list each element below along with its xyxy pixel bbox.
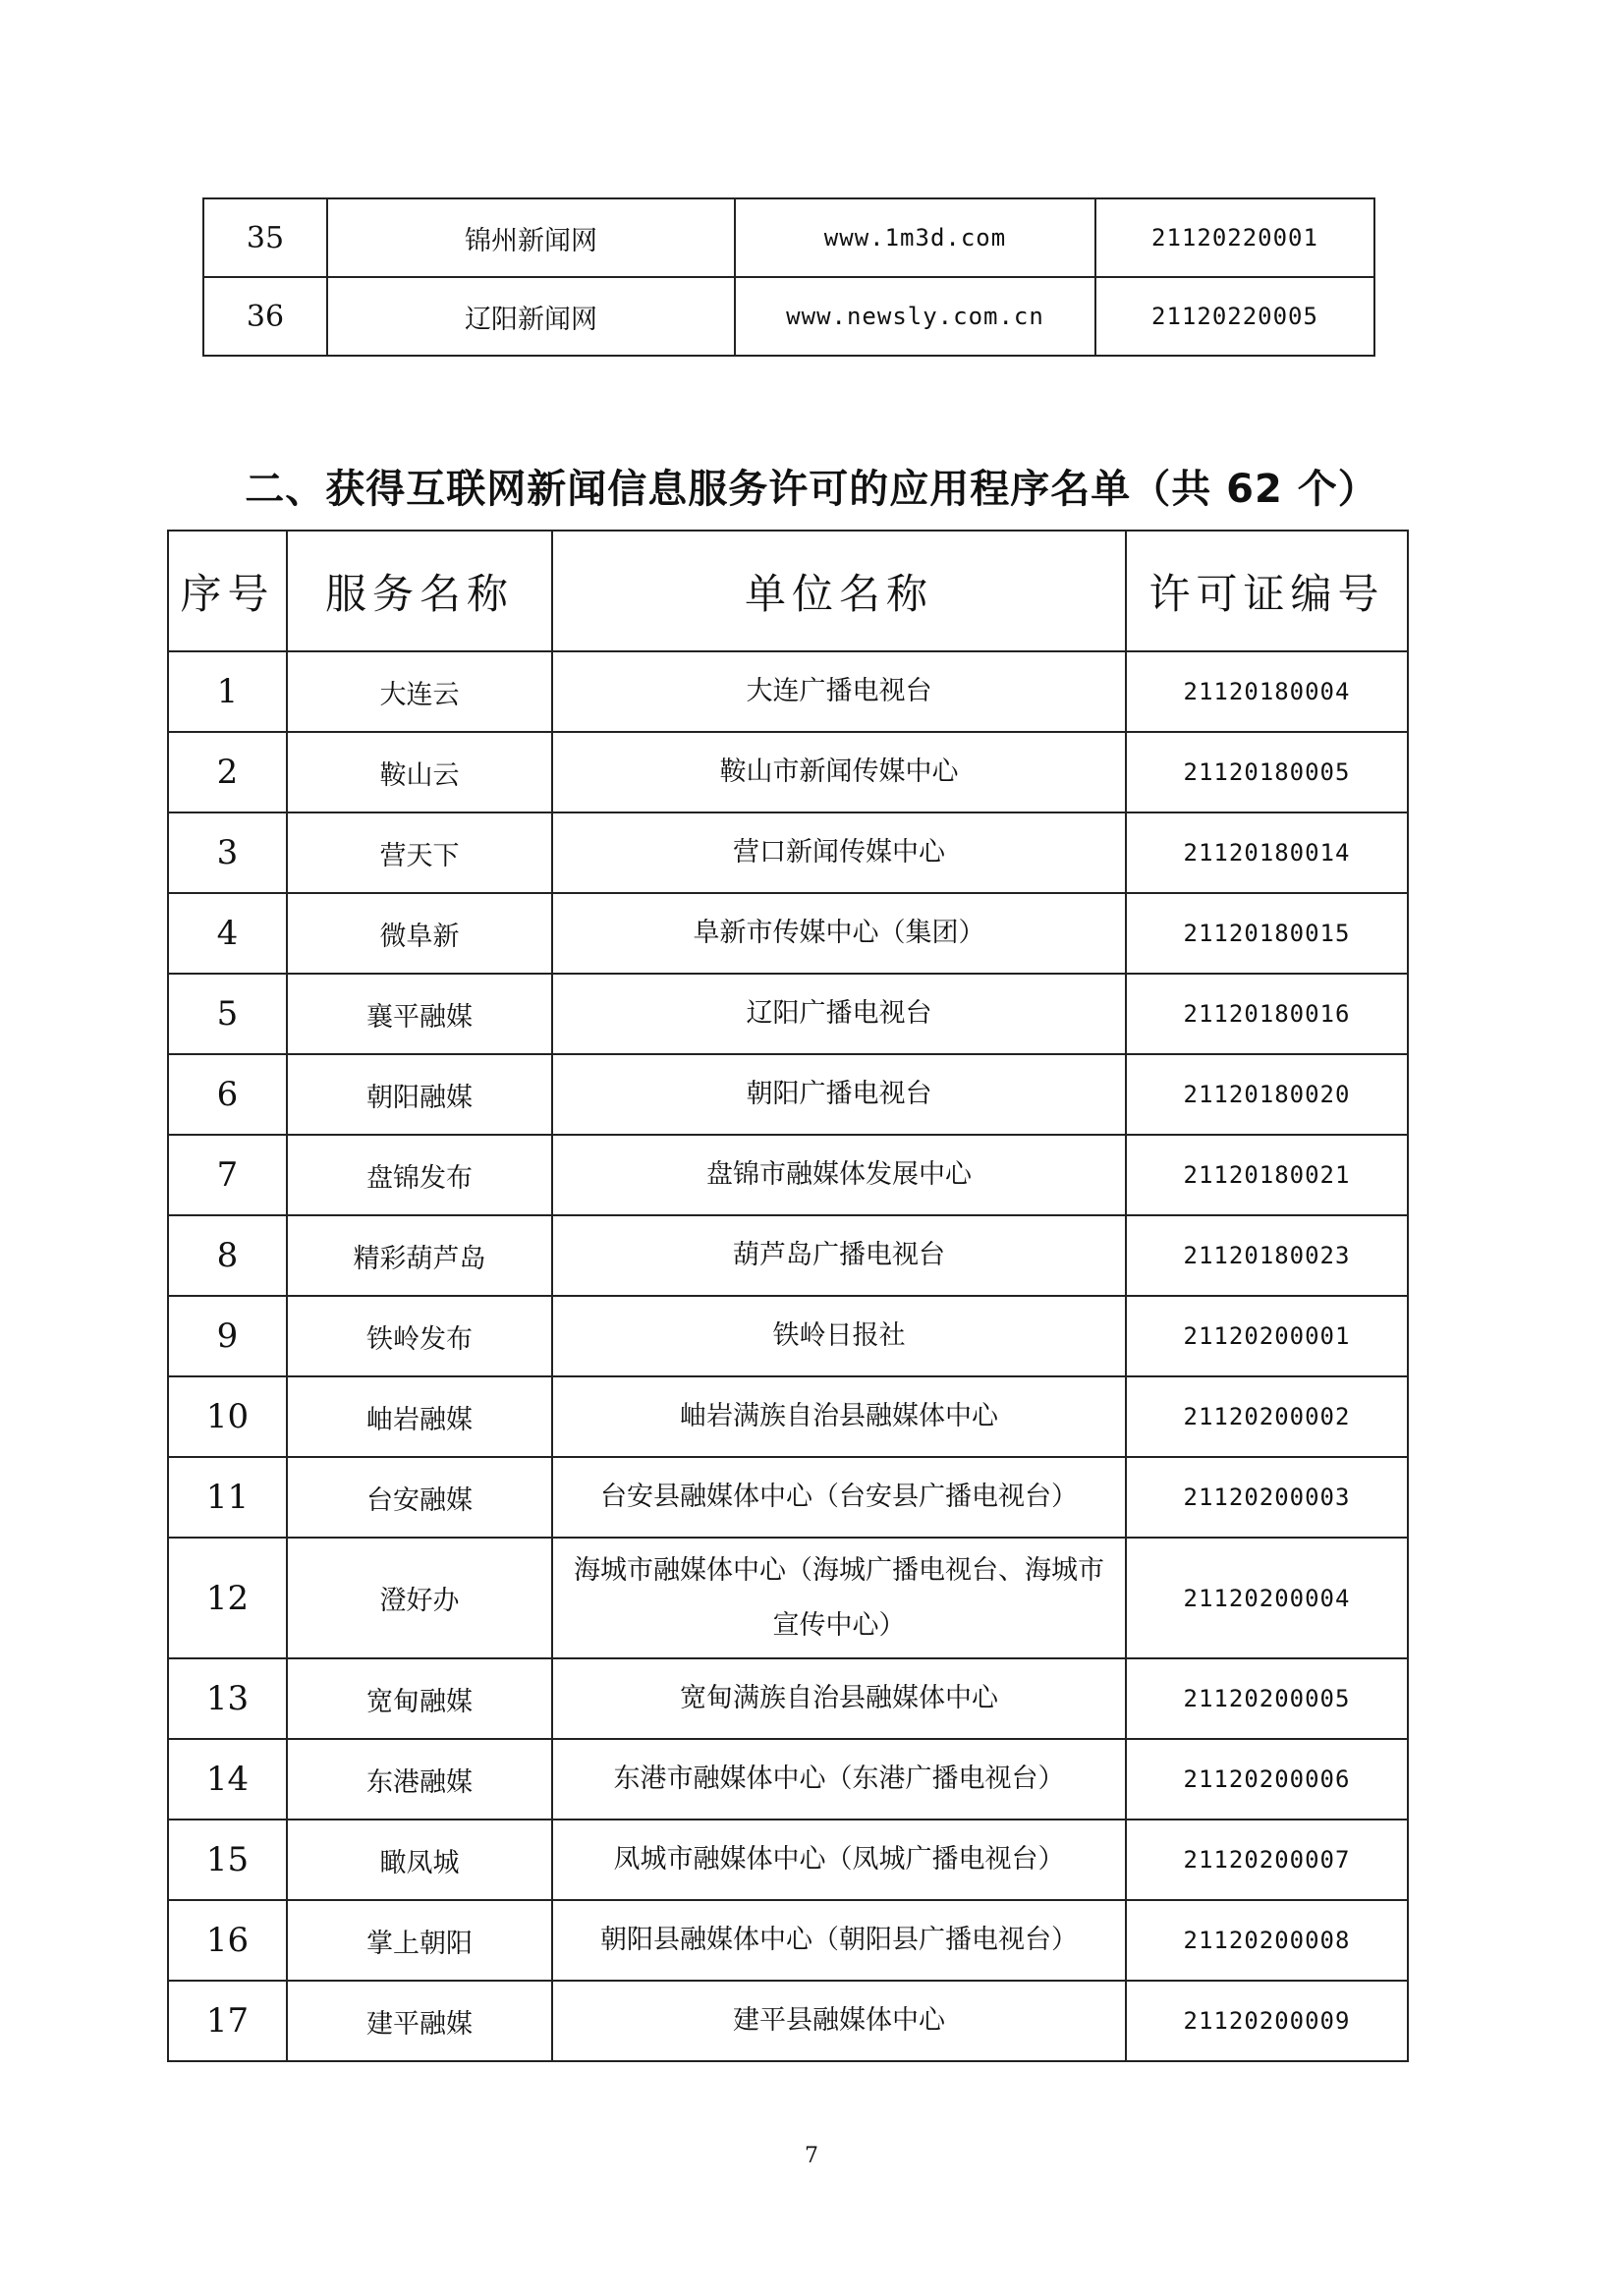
row-number: 9: [168, 1296, 287, 1376]
app-license-table: [167, 530, 1409, 2062]
row-number: 8: [168, 1215, 287, 1296]
site-name: 辽阳新闻网: [327, 277, 735, 356]
section-heading: 二、获得互联网新闻信息服务许可的应用程序名单（共 62 个）: [245, 467, 1378, 512]
org-name: 建平县融媒体中心: [552, 1981, 1126, 2061]
top-table: [202, 197, 1375, 357]
license-number: 21120220005: [1095, 277, 1374, 356]
site-url: www.newsly.com.cn: [735, 277, 1095, 356]
service-name: 营天下: [287, 812, 552, 893]
license-number: 21120200007: [1126, 1820, 1408, 1900]
service-name: 掌上朝阳: [287, 1900, 552, 1981]
header-org: 单位名称: [552, 531, 1126, 651]
row-number: 7: [168, 1135, 287, 1215]
row-number: 10: [168, 1376, 287, 1457]
org-name: 葫芦岛广播电视台: [552, 1215, 1126, 1296]
row-number: 36: [203, 277, 327, 356]
row-number: 15: [168, 1820, 287, 1900]
org-name: 东港市融媒体中心（东港广播电视台）: [552, 1739, 1126, 1820]
org-name: 凤城市融媒体中心（凤城广播电视台）: [552, 1820, 1126, 1900]
org-name: 大连广播电视台: [552, 651, 1126, 732]
org-name: 台安县融媒体中心（台安县广播电视台）: [552, 1457, 1126, 1538]
service-name: 东港融媒: [287, 1739, 552, 1820]
table-row: [168, 1900, 1408, 1981]
row-number: 1: [168, 651, 287, 732]
service-name: 瞰凤城: [287, 1820, 552, 1900]
org-name: 鞍山市新闻传媒中心: [552, 732, 1126, 812]
page-number: 7: [805, 2144, 818, 2168]
license-number: 21120200008: [1126, 1900, 1408, 1981]
license-number: 21120180020: [1126, 1054, 1408, 1135]
table-row: [168, 1296, 1408, 1376]
table-row: [168, 1658, 1408, 1739]
row-number: 16: [168, 1900, 287, 1981]
license-number: 21120200003: [1126, 1457, 1408, 1538]
org-name: 朝阳县融媒体中心（朝阳县广播电视台）: [552, 1900, 1126, 1981]
license-number: 21120180023: [1126, 1215, 1408, 1296]
row-number: 11: [168, 1457, 287, 1538]
license-number: 21120200001: [1126, 1296, 1408, 1376]
site-url: www.1m3d.com: [735, 198, 1095, 277]
table-row: [168, 812, 1408, 893]
org-name: 铁岭日报社: [552, 1296, 1126, 1376]
service-name: 微阜新: [287, 893, 552, 974]
table-row: [168, 1135, 1408, 1215]
org-name: 朝阳广播电视台: [552, 1054, 1126, 1135]
org-name: 岫岩满族自治县融媒体中心: [552, 1376, 1126, 1457]
table-row: [168, 732, 1408, 812]
row-number: 17: [168, 1981, 287, 2061]
org-name: 辽阳广播电视台: [552, 974, 1126, 1054]
service-name: 精彩葫芦岛: [287, 1215, 552, 1296]
row-number: 13: [168, 1658, 287, 1739]
table-row: [168, 1376, 1408, 1457]
header-service: 服务名称: [287, 531, 552, 651]
table-row: [168, 893, 1408, 974]
license-number: 21120200002: [1126, 1376, 1408, 1457]
table-row: [203, 277, 1374, 356]
row-number: 12: [168, 1538, 287, 1658]
row-number: 6: [168, 1054, 287, 1135]
license-number: 21120180014: [1126, 812, 1408, 893]
row-number: 14: [168, 1739, 287, 1820]
table-row: [168, 974, 1408, 1054]
table-row: [168, 1215, 1408, 1296]
service-name: 宽甸融媒: [287, 1658, 552, 1739]
table-row: [168, 1981, 1408, 2061]
license-number: 21120180005: [1126, 732, 1408, 812]
license-number: 21120180016: [1126, 974, 1408, 1054]
license-number: 21120180021: [1126, 1135, 1408, 1215]
service-name: 鞍山云: [287, 732, 552, 812]
table-row: [168, 1538, 1408, 1658]
service-name: 襄平融媒: [287, 974, 552, 1054]
service-name: 岫岩融媒: [287, 1376, 552, 1457]
service-name: 盘锦发布: [287, 1135, 552, 1215]
row-number: 35: [203, 198, 327, 277]
table-row: [168, 1054, 1408, 1135]
org-name: 海城市融媒体中心（海城广播电视台、海城市宣传中心）: [552, 1538, 1126, 1658]
service-name: 铁岭发布: [287, 1296, 552, 1376]
license-number: 21120180015: [1126, 893, 1408, 974]
org-name: 宽甸满族自治县融媒体中心: [552, 1658, 1126, 1739]
row-number: 3: [168, 812, 287, 893]
header-no: 序号: [168, 531, 287, 651]
table-row: [168, 1739, 1408, 1820]
license-number: 21120200005: [1126, 1658, 1408, 1739]
row-number: 2: [168, 732, 287, 812]
org-name: 盘锦市融媒体发展中心: [552, 1135, 1126, 1215]
service-name: 澄好办: [287, 1538, 552, 1658]
table-row: [168, 1820, 1408, 1900]
license-number: 21120200006: [1126, 1739, 1408, 1820]
service-name: 台安融媒: [287, 1457, 552, 1538]
table-row: [168, 1457, 1408, 1538]
org-name: 营口新闻传媒中心: [552, 812, 1126, 893]
service-name: 大连云: [287, 651, 552, 732]
license-number: 21120180004: [1126, 651, 1408, 732]
row-number: 4: [168, 893, 287, 974]
service-name: 建平融媒: [287, 1981, 552, 2061]
row-number: 5: [168, 974, 287, 1054]
license-number: 21120220001: [1095, 198, 1374, 277]
site-name: 锦州新闻网: [327, 198, 735, 277]
header-license: 许可证编号: [1126, 531, 1408, 651]
license-number: 21120200004: [1126, 1538, 1408, 1658]
table-row: [168, 651, 1408, 732]
org-name: 阜新市传媒中心（集团）: [552, 893, 1126, 974]
license-number: 21120200009: [1126, 1981, 1408, 2061]
service-name: 朝阳融媒: [287, 1054, 552, 1135]
table-row: [203, 198, 1374, 277]
table-header-row: [168, 531, 1408, 651]
